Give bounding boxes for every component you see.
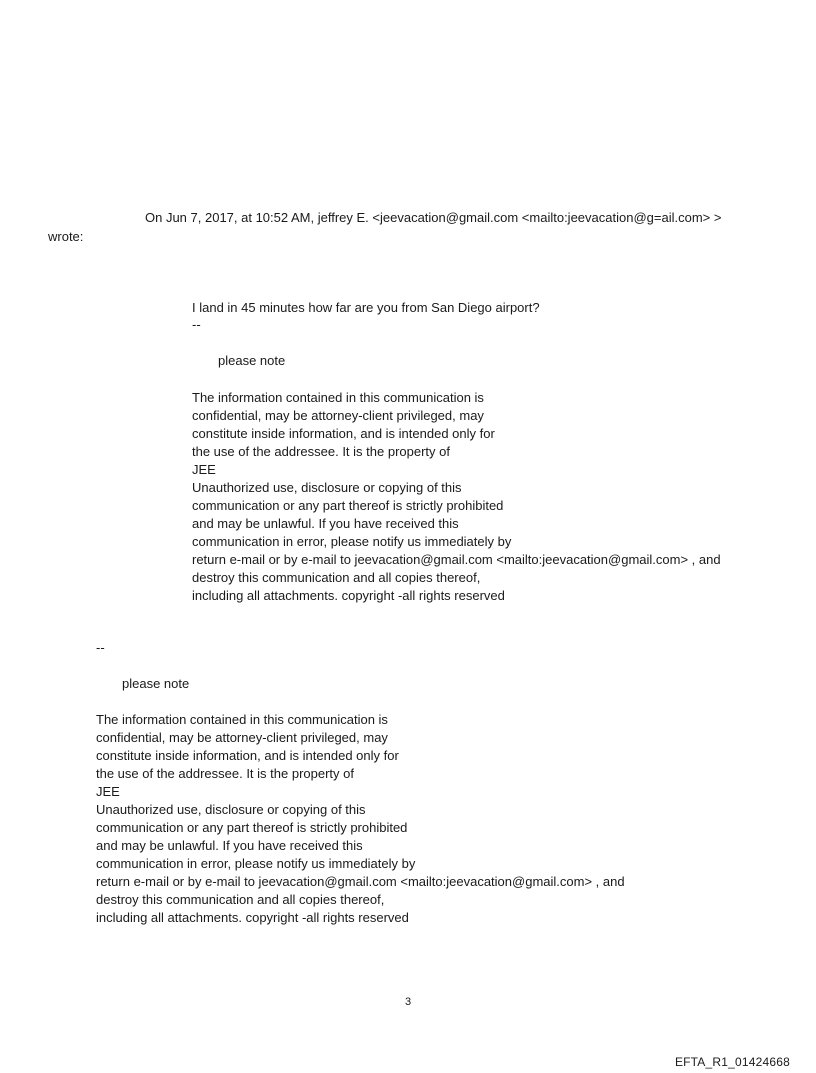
disclaimer-line: and may be unlawful. If you have received this [96,838,363,853]
outer-note-heading: please note [122,676,190,691]
disclaimer-line: communication or any part thereof is strictly prohibited [96,820,408,835]
disclaimer-line: return e-mail or by e-mail to jeevacation@gmail.com <mailto:jeevacation@gmail.com> , and [192,552,721,567]
disclaimer-line: confidential, may be attorney-client privileged, may [192,408,484,423]
disclaimer-line: The information contained in this communication is [96,712,388,727]
disclaimer-line: communication or any part thereof is strictly prohibited [192,498,504,513]
disclaimer-line: communication in error, please notify us immediately by [192,534,512,549]
quoted-note-heading: please note [218,353,286,368]
quoted-disclaimer [192,389,721,605]
reply-header-line: On Jun 7, 2017, at 10:52 AM, jeffrey E. <jeevacation@gmail.com <mailto:jeevacation@g=ail.com> > [145,210,722,225]
disclaimer-line: Unauthorized use, disclosure or copying of this [96,802,366,817]
disclaimer-line: including all attachments. copyright -all rights reserved [96,910,409,925]
disclaimer-line: the use of the addressee. It is the property of [96,766,354,781]
disclaimer-line: including all attachments. copyright -all rights reserved [192,588,505,603]
disclaimer-line: and may be unlawful. If you have received this [192,516,459,531]
disclaimer-line: The information contained in this communication is [192,390,484,405]
disclaimer-line: confidential, may be attorney-client privileged, may [96,730,388,745]
disclaimer-line: destroy this communication and all copies thereof, [96,892,385,907]
page-number: 3 [404,996,412,1008]
disclaimer-line: the use of the addressee. It is the property of [192,444,450,459]
disclaimer-line: return e-mail or by e-mail to jeevacation@gmail.com <mailto:jeevacation@gmail.com> , and [96,874,625,889]
quoted-message-body: I land in 45 minutes how far are you from San Diego airport? [192,300,540,315]
outer-separator: -- [96,640,105,655]
disclaimer-line: communication in error, please notify us immediately by [96,856,416,871]
outer-disclaimer [96,711,625,927]
disclaimer-line: constitute inside information, and is intended only for [96,748,399,763]
reply-header-wrote: wrote: [48,229,84,244]
quoted-separator: -- [192,317,201,332]
disclaimer-line: JEE [192,462,216,477]
disclaimer-line: Unauthorized use, disclosure or copying of this [192,480,462,495]
disclaimer-line: constitute inside information, and is intended only for [192,426,495,441]
document-id: EFTA_R1_01424668 [674,1055,790,1069]
disclaimer-line: JEE [96,784,120,799]
disclaimer-line: destroy this communication and all copies thereof, [192,570,481,585]
